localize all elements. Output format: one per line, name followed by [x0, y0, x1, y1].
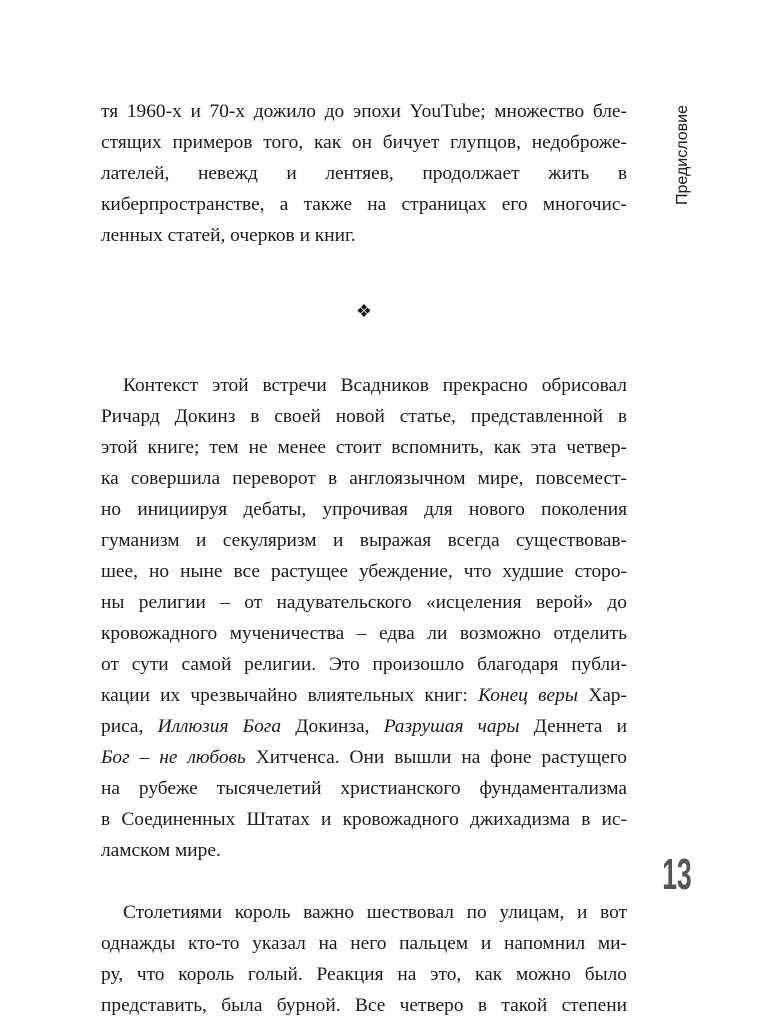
text-line: от сути самой религии. Это произошло благодаря публи-: [101, 654, 627, 675]
text-line: в Соединенных Штатах и кровожадного джихадизма в ис-: [101, 809, 627, 830]
text-line: киберпространстве, а также на страницах его многочис-: [101, 194, 627, 215]
text-line: ны религии – от надувательского «исцеления верой» до: [101, 592, 627, 613]
text-line: на рубеже тысячелетий христианского фундаментализма: [101, 778, 627, 799]
text-line: но инициируя дебаты, упрочивая для нового поколения: [101, 499, 627, 520]
text-line: [101, 711, 627, 742]
page-body: [101, 96, 627, 1021]
paragraph-continued: [101, 96, 627, 251]
paragraph-king: [101, 897, 627, 1021]
text-line: стящих примеров того, как он бичует глупцов, недоброже-: [101, 132, 627, 153]
text-line: представить, была бурной. Все четверо в такой степени: [101, 995, 627, 1016]
book-title: Разрушая чары: [383, 716, 520, 737]
text-line: лателей, невежд и лентяев, продолжает жить в: [101, 163, 627, 184]
text-line: Столетиями король важно шествовал по улицам, и вот: [123, 902, 627, 923]
text-line: [101, 742, 627, 773]
text-line: этой книге; тем не менее стоит вспомнить, как эта четвер-: [101, 437, 627, 458]
book-title: Конец веры: [478, 685, 578, 706]
running-head-text: Предисловие: [674, 105, 691, 205]
text-fragment: Хар-: [577, 685, 627, 706]
text-fragment: кации их чрезвычайно влиятельных книг:: [101, 685, 479, 706]
text-line: ламском мире.: [101, 840, 221, 861]
text-line: ленных статей, очерков и книг.: [101, 225, 356, 246]
text-line: Контекст этой встречи Всадников прекрасно обрисовал: [123, 375, 627, 396]
text-line: ру, что король голый. Реакция на это, как можно было: [101, 964, 627, 985]
page-number: 13: [662, 850, 692, 899]
text-line: [101, 680, 627, 711]
paragraph-gap: [101, 866, 627, 897]
text-line: кровожадного мученичества – едва ли возможно отделить: [101, 623, 627, 644]
text-fragment: риса,: [101, 716, 158, 737]
text-fragment: Докинза,: [281, 716, 384, 737]
text-line: шее, но ныне все растущее убеждение, что худшие сторо-: [101, 561, 627, 582]
running-head: [673, 100, 693, 210]
text-fragment: Хитченса. Они вышли на фоне растущего: [245, 747, 627, 768]
text-line: Ричард Докинз в своей новой статье, представленной в: [101, 406, 627, 427]
text-line: гуманизм и секуляризм и выражая всегда существовав-: [101, 530, 627, 551]
text-line: тя 1960-х и 70-х дожило до эпохи YouTube; множество бле-: [101, 101, 627, 122]
text-line: однажды кто-то указал на него пальцем и напомнил ми-: [101, 933, 627, 954]
paragraph-context: [101, 370, 627, 866]
text-line: ка совершила переворот в англоязычном мире, повсемест-: [101, 468, 627, 489]
book-title: Бог – не любовь: [101, 747, 246, 768]
section-ornament: ❖: [355, 301, 373, 321]
book-title: Иллюзия Бога: [157, 716, 282, 737]
text-fragment: Деннета и: [519, 716, 628, 737]
